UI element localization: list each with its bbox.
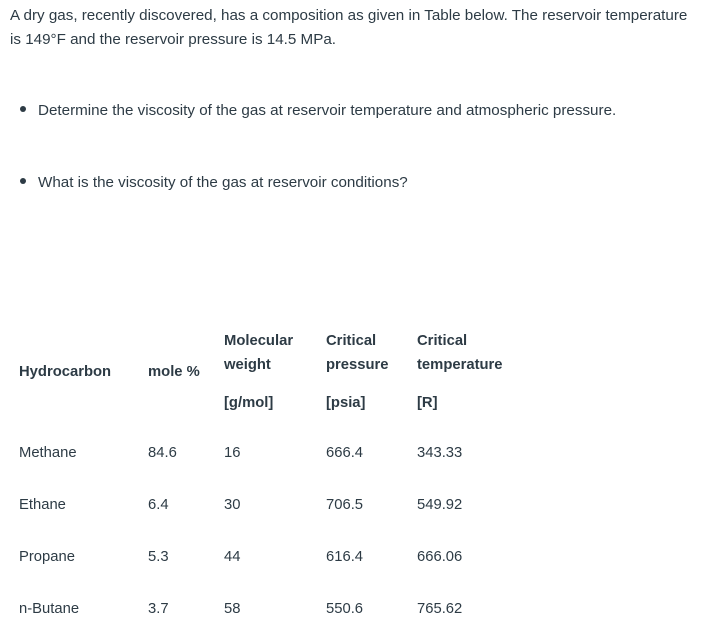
cell-critical-pressure: 706.5 [326, 497, 364, 513]
header-hydrocarbon: Hydrocarbon [19, 364, 112, 380]
header-molecular-weight-unit: [g/mol] [224, 395, 274, 411]
cell-hydrocarbon: Propane [19, 549, 75, 565]
cell-mole-percent: 6.4 [148, 497, 169, 513]
cell-hydrocarbon: Methane [19, 445, 77, 461]
problem-statement [10, 4, 715, 52]
header-molecular-weight-line2: weight [224, 357, 271, 373]
header-molecular-weight-line1: Molecular [224, 333, 294, 349]
cell-critical-temperature: 549.92 [417, 497, 463, 513]
header-critical-pressure-unit: [psia] [326, 395, 366, 411]
cell-mole-percent: 84.6 [148, 445, 177, 461]
cell-critical-pressure: 616.4 [326, 549, 364, 565]
cell-mole-percent: 3.7 [148, 601, 169, 617]
header-critical-temperature-line1: Critical [417, 333, 468, 349]
header-critical-temperature-unit: [R] [417, 395, 438, 411]
cell-critical-temperature: 765.62 [417, 601, 463, 617]
cell-critical-pressure: 666.4 [326, 445, 364, 461]
bullet-icon [20, 106, 26, 112]
cell-critical-temperature: 666.06 [417, 549, 463, 565]
cell-molecular-weight: 16 [224, 445, 241, 461]
header-critical-pressure-line2: pressure [326, 357, 389, 373]
header-mole-percent: mole % [148, 364, 200, 380]
question-text: Determine the viscosity of the gas at reservoir temperature and atmospheric pressure. [38, 102, 617, 119]
question-text: What is the viscosity of the gas at reservoir conditions? [38, 174, 408, 191]
cell-mole-percent: 5.3 [148, 549, 169, 565]
header-critical-temperature-line2: temperature [417, 357, 503, 373]
cell-hydrocarbon: n-Butane [19, 601, 80, 617]
cell-critical-pressure: 550.6 [326, 601, 364, 617]
cell-molecular-weight: 58 [224, 601, 241, 617]
cell-molecular-weight: 44 [224, 549, 241, 565]
intro-line-2: is 149°F and the reservoir pressure is 14.5 MPa. [10, 31, 337, 48]
cell-critical-temperature: 343.33 [417, 445, 463, 461]
cell-hydrocarbon: Ethane [19, 497, 66, 513]
header-critical-pressure-line1: Critical [326, 333, 377, 349]
bullet-icon [20, 178, 26, 184]
question-item [20, 173, 408, 193]
intro-line-1: A dry gas, recently discovered, has a composition as given in Table below. The reservoir temperature [10, 7, 688, 24]
question-item [20, 101, 616, 121]
cell-molecular-weight: 30 [224, 497, 241, 513]
